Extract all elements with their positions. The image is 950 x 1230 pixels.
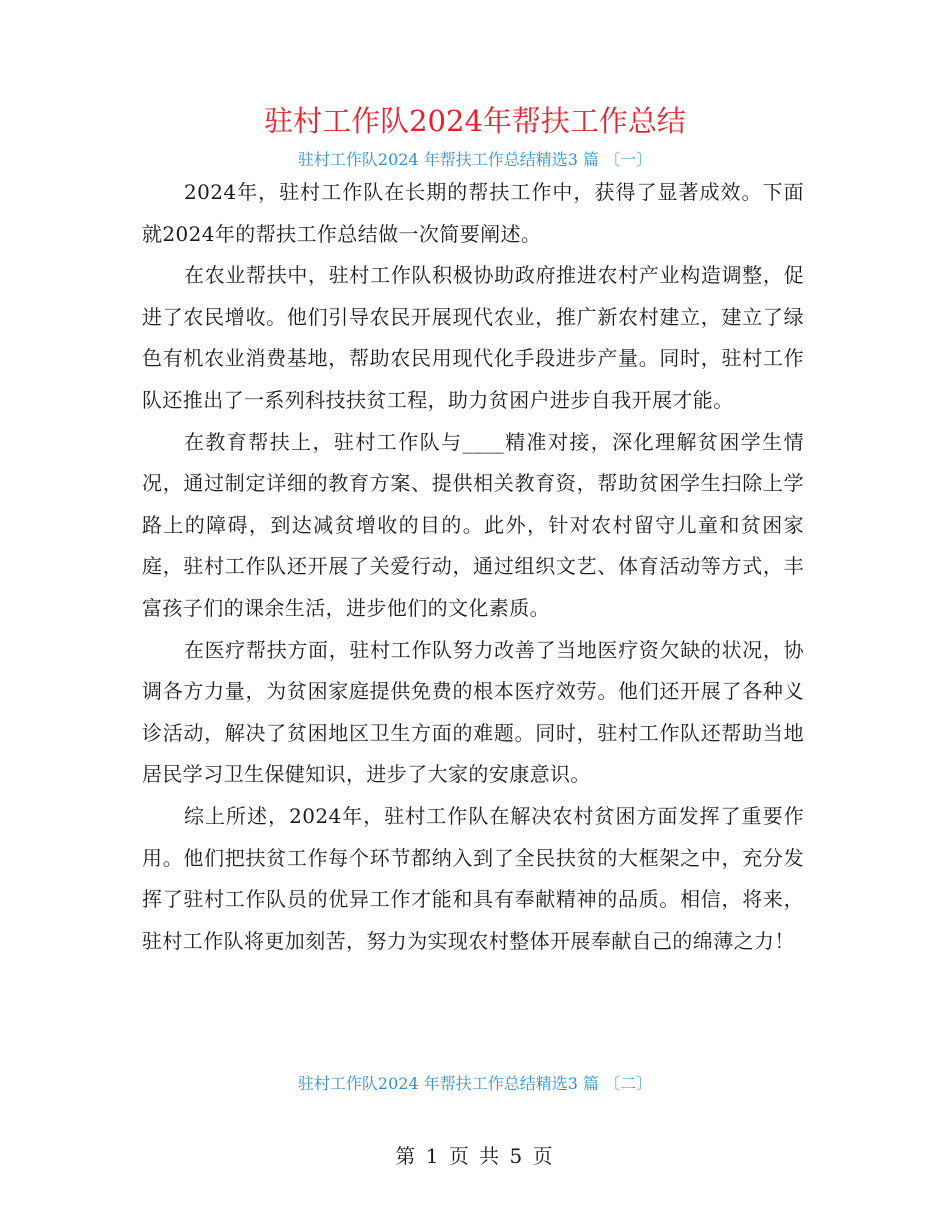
document-title: 驻村工作队2024年帮扶工作总结 — [264, 104, 686, 138]
paragraph-education: 在教育帮扶上，驻村工作队与____精准对接，深化理解贫困学生情况，通过制定详细的教育方案、提供相关教育资，帮助贫困学生扫除上学路上的障碍，到达减贫增收的目的。此外，针对农村留守儿童和贫困家庭，驻村工作队还开展了关爱行动，通过组织文艺、体育活动等方式，丰富孩子们的课余生活，进步他们的文化素质。 — [142, 429, 804, 620]
paragraph-summary: 综上所述，2024年，驻村工作队在解决农村贫困方面发挥了重要作用。他们把扶贫工作每个环节都纳入到了全民扶贫的大框架之中，充分发挥了驻村工作队员的优异工作才能和具有奉献精神的品质。相信，将来，驻村工作队将更加刻苦，努力为实现农村整体开展奉献自己的绵薄之力！ — [142, 803, 804, 953]
paragraph-agriculture: 在农业帮扶中，驻村工作队积极协助政府推进农村产业构造调整，促进了农民增收。他们引导农民开展现代农业，推广新农村建立，建立了绿色有机农业消费基地，帮助农民用现代化手段进步产量。同时，驻村工作队还推出了一系列科技扶贫工程，助力贫困户进步自我开展才能。 — [142, 263, 804, 412]
section-heading-1: 驻村工作队2024 年帮扶工作总结精选3 篇 〔一〕 — [297, 150, 653, 169]
paragraph-intro: 2024年，驻村工作队在长期的帮扶工作中，获得了显著成效。下面就2024年的帮扶工作总结做一次简要阐述。 — [142, 180, 804, 246]
section-heading-2: 驻村工作队2024 年帮扶工作总结精选3 篇 〔二〕 — [297, 1074, 653, 1093]
page-footer: 第 1 页 共 5 页 — [395, 1144, 555, 1168]
document-body — [142, 172, 804, 962]
paragraph-medical: 在医疗帮扶方面，驻村工作队努力改善了当地医疗资欠缺的状况，协调各方力量，为贫困家庭提供免费的根本医疗效劳。他们还开展了各种义诊活动，解决了贫困地区卫生方面的难题。同时，驻村工作队还帮助当地居民学习卫生保健知识，进步了大家的安康意识。 — [142, 637, 804, 787]
